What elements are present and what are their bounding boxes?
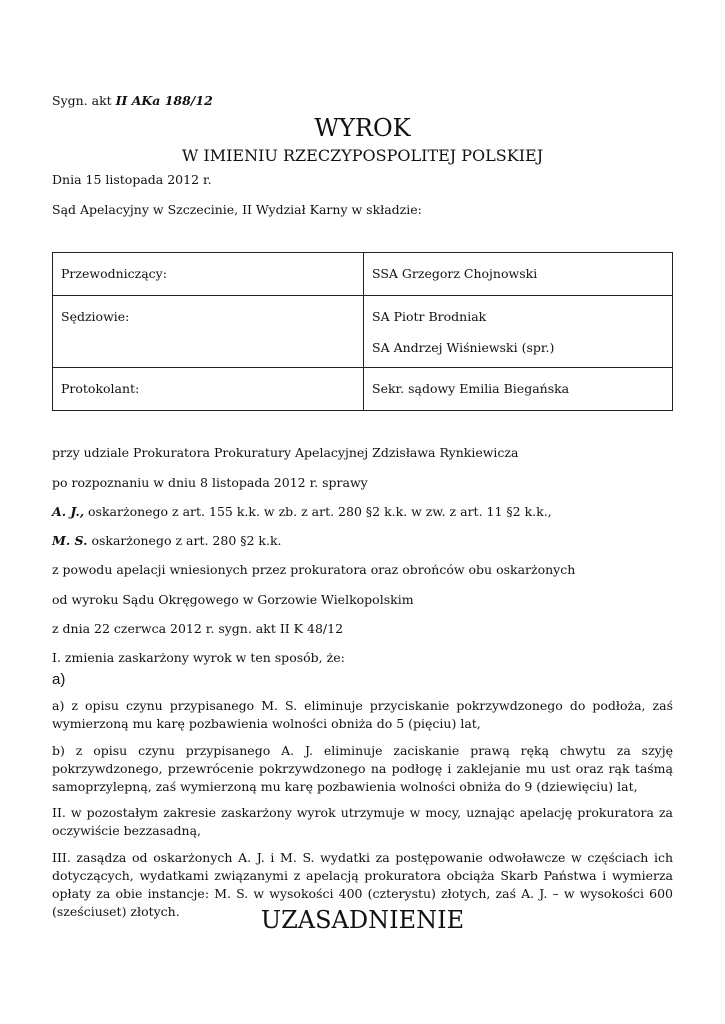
court-composition: Sąd Apelacyjny w Szczecinie, II Wydział Karny w składzie: — [52, 202, 422, 217]
table-row — [53, 296, 673, 368]
judgment-from-line: od wyroku Sądu Okręgowego w Gorzowie Wielkopolskim — [52, 592, 414, 607]
presiding-value-cell — [364, 253, 673, 296]
judge-2: SA Andrzej Wiśniewski (spr.) — [372, 340, 555, 355]
prosecutor-line: przy udziale Prokuratora Prokuratury Apelacyjnej Zdzisława Rynkiewicza — [52, 445, 519, 460]
judgment-date: Dnia 15 listopada 2012 r. — [52, 172, 212, 187]
presiding-judge: SSA Grzegorz Chojnowski — [372, 266, 538, 281]
judges-value-cell — [364, 296, 673, 368]
defendant-1-charge: oskarżonego z art. 155 k.k. w zb. z art. 280 §2 k.k. w zw. z art. 11 §2 k.k., — [84, 504, 552, 519]
panel-table — [52, 252, 673, 411]
presiding-label-cell — [53, 253, 364, 296]
clerk-value-cell — [364, 368, 673, 411]
case-signature-number: II AKa 188/12 — [115, 93, 213, 108]
appeal-reason-line: z powodu apelacji wniesionych przez prokuratora oraz obrońców obu oskarżonych — [52, 562, 576, 577]
judges-label: Sędziowie: — [61, 309, 130, 324]
clerk-label: Protokolant: — [61, 381, 140, 396]
document-subtitle: W IMIENIU RZECZYPOSPOLITEJ POLSKIEJ — [181, 146, 544, 165]
defendant-2-line — [52, 533, 282, 548]
point-a-marker: a) — [52, 671, 66, 688]
judgment-date-line: z dnia 22 czerwca 2012 r. sygn. akt II K 48/12 — [52, 621, 344, 636]
clerk-label-cell — [53, 368, 364, 411]
case-signature-prefix: Sygn. akt — [52, 93, 116, 108]
presiding-label: Przewodniczący: — [61, 266, 167, 281]
point-2: II. w pozostałym zakresie zaskarżony wyrok utrzymuje w mocy, uznając apelację prokuratora za oczywiście bezzasadną, — [52, 805, 673, 838]
table-row — [53, 368, 673, 411]
point-3: III. zasądza od oskarżonych A. J. i M. S. wydatki za postępowanie odwoławcze w częściach ich dotyczących, wydatkami związanymi z apelacją prokuratora obciąża Skarb Państwa i wymierza opłaty za obie instancje: M. S. w wysokości 400 (czterystu) złotych, zaś A. J. – w wysokości 600 (sześciuset) złotych. — [52, 850, 673, 919]
defendant-2-name: M. S. — [52, 533, 88, 548]
defendant-1-line — [52, 504, 552, 519]
point-a: a) z opisu czynu przypisanego M. S. eliminuje przyciskanie pokrzywdzonego do podłoża, zaś wymierzoną mu karę pozbawienia wolności obniża do 5 (pięciu) lat, — [52, 698, 673, 731]
case-signature — [52, 93, 213, 108]
document-title: WYROK — [314, 114, 411, 142]
table-row — [53, 253, 673, 296]
clerk-name: Sekr. sądowy Emilia Biegańska — [372, 381, 570, 396]
judge-1: SA Piotr Brodniak — [372, 309, 487, 324]
point-b: b) z opisu czynu przypisanego A. J. eliminuje zaciskanie prawą ręką chwytu za szyję pokrzywdzonego, przewrócenie pokrzywdzonego na podłogę i zaklejanie mu ust oraz rąk taśmą samoprzylepną, zaś wymierzoną mu karę pozbawienia wolności obniża do 9 (dziewięciu) lat, — [52, 743, 673, 794]
hearing-line: po rozpoznaniu w dniu 8 listopada 2012 r. sprawy — [52, 475, 368, 490]
justification-heading: UZASADNIENIE — [260, 906, 465, 934]
judges-label-cell — [53, 296, 364, 368]
point-1: I. zmienia zaskarżony wyrok w ten sposób, że: — [52, 650, 345, 665]
defendant-1-name: A. J., — [52, 504, 85, 519]
defendant-2-charge: oskarżonego z art. 280 §2 k.k. — [87, 533, 282, 548]
